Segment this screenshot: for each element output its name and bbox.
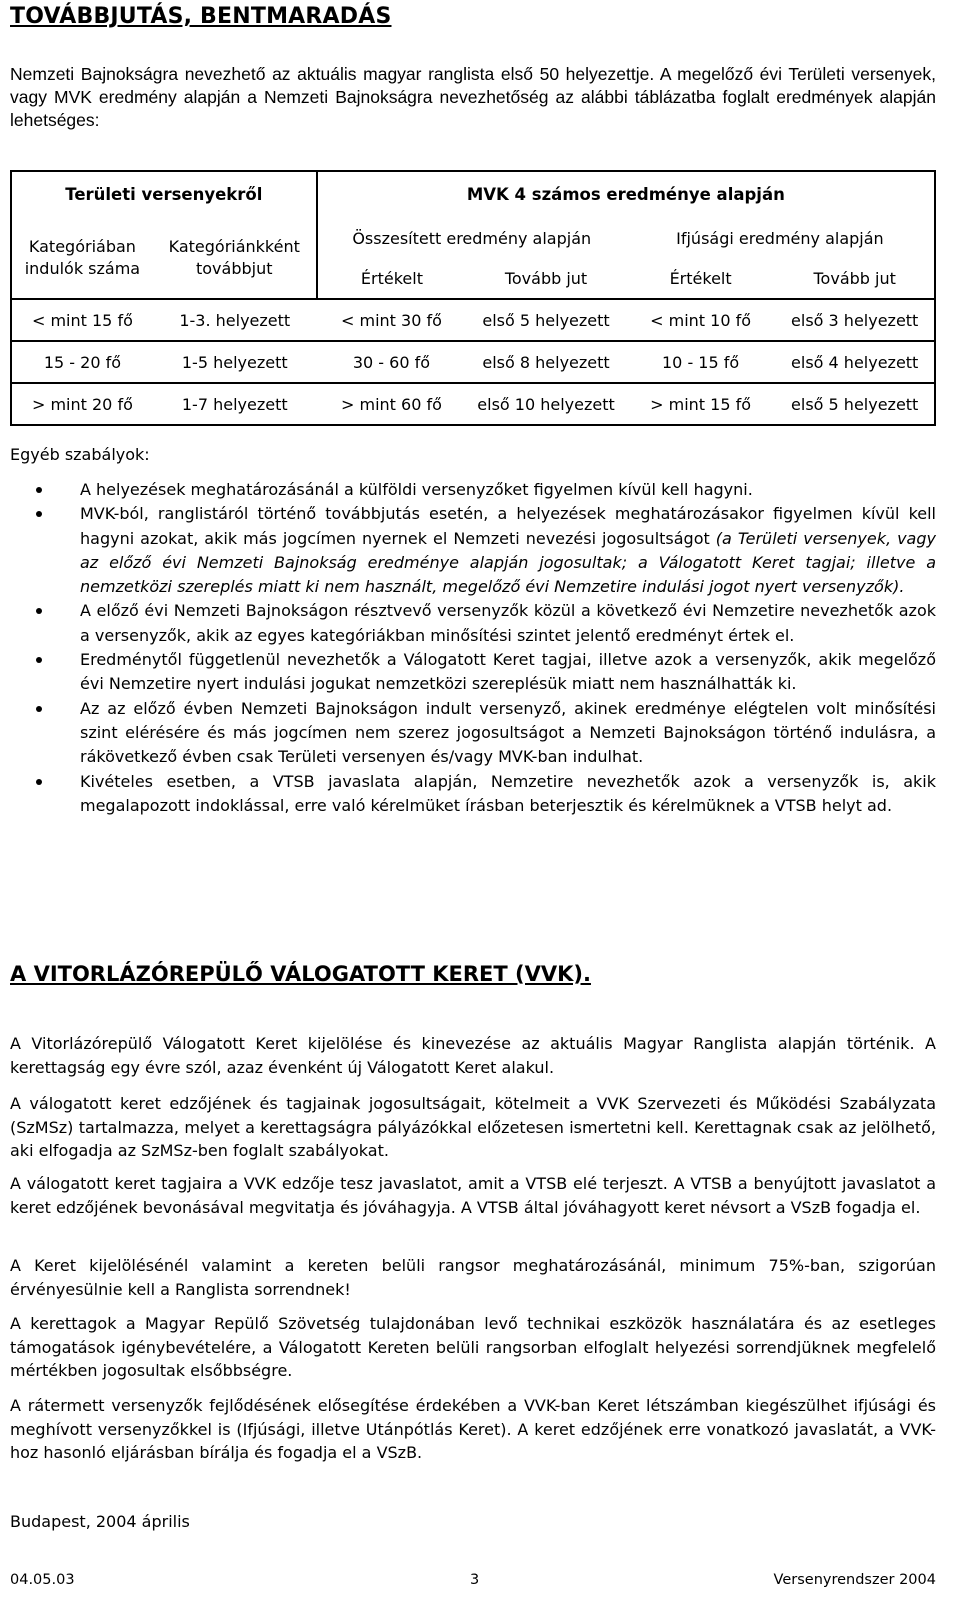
subheader-overall-evaluated: Értékelt bbox=[360, 269, 423, 288]
table-cell: első 8 helyezett bbox=[466, 341, 626, 383]
table-cell: első 5 helyezett bbox=[775, 383, 935, 425]
list-item-text: MVK-ból, ranglistáról történő továbbjutás esetén, a helyezések meghatározásakor figyelmen kívül kell hagyni azokat, akik más jogcímen nyernek el Nemzeti nevezési jogosultságot bbox=[80, 504, 936, 548]
col-header-advance bbox=[153, 217, 317, 299]
table-row bbox=[11, 341, 935, 383]
table-cell: < mint 30 fő bbox=[317, 299, 467, 341]
table-cell: > mint 20 fő bbox=[11, 383, 153, 425]
list-item-text: A előző évi Nemzeti Bajnokságon résztvevő versenyzők közül a következő évi Nemzetire nevezhetők azok a versenyzők, akik az egyes kategóriákban minősítési szintet jelentő eredményt értek el. bbox=[80, 601, 936, 645]
intro-paragraph: Nemzeti Bajnokságra nevezhető az aktuális magyar ranglista első 50 helyezettje. A megelőző évi Területi versenyek, vagy MVK eredmény alapján a Nemzeti Bajnokságra nevezhetőség az alábbi táblázatba foglalt eredmények alapján lehetséges: bbox=[10, 64, 936, 130]
table-cell: > mint 15 fő bbox=[626, 383, 776, 425]
subheader-youth-evaluated: Értékelt bbox=[669, 269, 732, 288]
bullet-icon bbox=[36, 657, 42, 663]
paragraph: A válogatott keret tagjaira a VVK edzője tesz javaslatot, amit a VTSB elé terjeszt. A VTSB a benyújtott javaslatot a keret edzőjének bevonásával megvitatja és jóváhagyja. A VTSB által jóváhagyott keret névsort a VSzB fogadja el. bbox=[10, 1174, 936, 1217]
bullet-icon bbox=[36, 487, 42, 493]
table-cell: < mint 15 fő bbox=[11, 299, 153, 341]
table-cell: első 4 helyezett bbox=[775, 341, 935, 383]
bullet-icon bbox=[36, 608, 42, 614]
subheader-overall: Összesített eredmény alapján bbox=[352, 228, 592, 248]
footer-date: 04.05.03 bbox=[10, 1572, 75, 1588]
place-date: Budapest, 2004 április bbox=[10, 1512, 190, 1531]
table-cell: 15 - 20 fő bbox=[11, 341, 153, 383]
page-title: TOVÁBBJUTÁS, BENTMARADÁS bbox=[10, 4, 392, 29]
group-header-regional: Területi versenyekről bbox=[11, 171, 317, 217]
footer-page-number: 3 bbox=[470, 1572, 480, 1588]
subheader-youth-advances: Tovább jut bbox=[775, 259, 935, 299]
group-header-mvk: MVK 4 számos eredménye alapján bbox=[317, 171, 935, 217]
other-rules-label: Egyéb szabályok: bbox=[10, 445, 150, 464]
list-item-text: Eredménytől függetlenül nevezhetők a Válogatott Keret tagjai, illetve azok a versenyzők, akik megelőző évi Nemzetire nyert indulási jogukat nemzetközi szereplésük miatt nem használhatták ki. bbox=[80, 650, 936, 694]
list-item bbox=[10, 697, 936, 770]
qualification-table bbox=[10, 170, 936, 426]
list-item bbox=[10, 770, 936, 819]
col-header-entrants-line1: Kategóriában bbox=[28, 236, 136, 256]
bullet-icon bbox=[36, 706, 42, 712]
list-item-text: Az az előző évben Nemzeti Bajnokságon indult versenyző, akinek eredménye elégtelen volt minősítési szint elérésére és más jogcímen nem szerez jogosultságot a Nemzeti Bajnokságon történő indulásra, a rákövetkező évben csak Területi versenyen és/vagy MVK-ban indulhat. bbox=[80, 698, 936, 767]
bullet-icon bbox=[36, 779, 42, 785]
section-title-vvk: A VITORLÁZÓREPÜLŐ VÁLOGATOTT KERET (VVK). bbox=[10, 962, 591, 986]
col-header-entrants bbox=[11, 217, 153, 299]
subheader-overall-advances: Tovább jut bbox=[504, 269, 588, 288]
list-item bbox=[10, 599, 936, 648]
list-item bbox=[10, 648, 936, 697]
table-cell: első 3 helyezett bbox=[775, 299, 935, 341]
paragraph: A kerettagok a Magyar Repülő Szövetség tulajdonában levő technikai eszközök használatára és az esetleges támogatások igénybevételére, a Válogatott Kereten belüli rangsorban elfoglalt helyezési sorrendjüknek megfelelő mértékben jogosultak elsőbbségre. bbox=[10, 1314, 936, 1380]
table-cell: > mint 60 fő bbox=[317, 383, 467, 425]
table-cell: 1-3. helyezett bbox=[153, 299, 317, 341]
table-cell: 30 - 60 fő bbox=[317, 341, 467, 383]
list-item bbox=[10, 478, 936, 502]
list-item-text: Kivételes esetben, a VTSB javaslata alapján, Nemzetire nevezhetők azok a versenyzők is, akik megalapozott indoklással, erre való kérelmüket írásban beterjesztik és kérelmüknek a VTSB helyt ad. bbox=[80, 771, 936, 815]
list-item bbox=[10, 502, 936, 599]
paragraph: A Keret kijelölésénél valamint a kereten belüli rangsor meghatározásánál, minimum 75%-ban, szigorúan érvényesülnie kell a Ranglista sorrendnek! bbox=[10, 1256, 936, 1299]
table-row bbox=[11, 299, 935, 341]
col-header-advance-line2: továbbjut bbox=[195, 258, 273, 278]
subheader-youth: Ifjúsági eredmény alapján bbox=[626, 217, 935, 259]
col-header-advance-line1: Kategóriánkként bbox=[168, 236, 300, 256]
table-cell: 1-7 helyezett bbox=[153, 383, 317, 425]
rules-list bbox=[10, 478, 936, 818]
footer-document-name: Versenyrendszer 2004 bbox=[773, 1572, 936, 1588]
table-cell: első 10 helyezett bbox=[466, 383, 626, 425]
list-item-text: A helyezések meghatározásánál a külföldi versenyzőket figyelmen kívül kell hagyni. bbox=[80, 480, 753, 499]
paragraph: A Vitorlázórepülő Válogatott Keret kijelölése és kinevezése az aktuális Magyar Ranglista alapján történik. A kerettagság egy évre szól, azaz évenként új Válogatott Keret alakul. bbox=[10, 1034, 936, 1077]
paragraph: A rátermett versenyzők fejlődésének elősegítése érdekében a VVK-ban Keret létszámban kiegészülhet ifjúsági és meghívott versenyzőkkel is (Ifjúsági, illetve Utánpótlás Keret). A keret edzőjének erre vonatkozó javaslatát, a VVK-hoz hasonló eljárásban bírálja és fogadja el a VSzB. bbox=[10, 1396, 936, 1462]
table-cell: 1-5 helyezett bbox=[153, 341, 317, 383]
list-item-italic: (a Területi versenyek, vagy az előző évi Nemzeti Bajnokság eredménye alapján jogosultak; a Válogatott Keret tagjai; illetve a nemzetközi szereplés miatt ki nem használt, megelőző évi Nemzetire indulási jogot nyert versenyzők). bbox=[80, 528, 936, 597]
col-header-entrants-line2: indulók száma bbox=[24, 258, 141, 278]
table-cell: első 5 helyezett bbox=[466, 299, 626, 341]
table-cell: < mint 10 fő bbox=[626, 299, 776, 341]
paragraph: A válogatott keret edzőjének és tagjainak jogosultságait, kötelmeit a VVK Szervezeti és Működési Szabályzata (SzMSz) tartalmazza, melyet a kerettagságra pályázókkal előzetesen ismertetni kell. Kerettagnak csak az jelölhető, aki elfogadja az SzMSz-ben foglalt szabályokat. bbox=[10, 1094, 936, 1160]
table-row bbox=[11, 383, 935, 425]
bullet-icon bbox=[36, 511, 42, 517]
table-cell: 10 - 15 fő bbox=[626, 341, 776, 383]
